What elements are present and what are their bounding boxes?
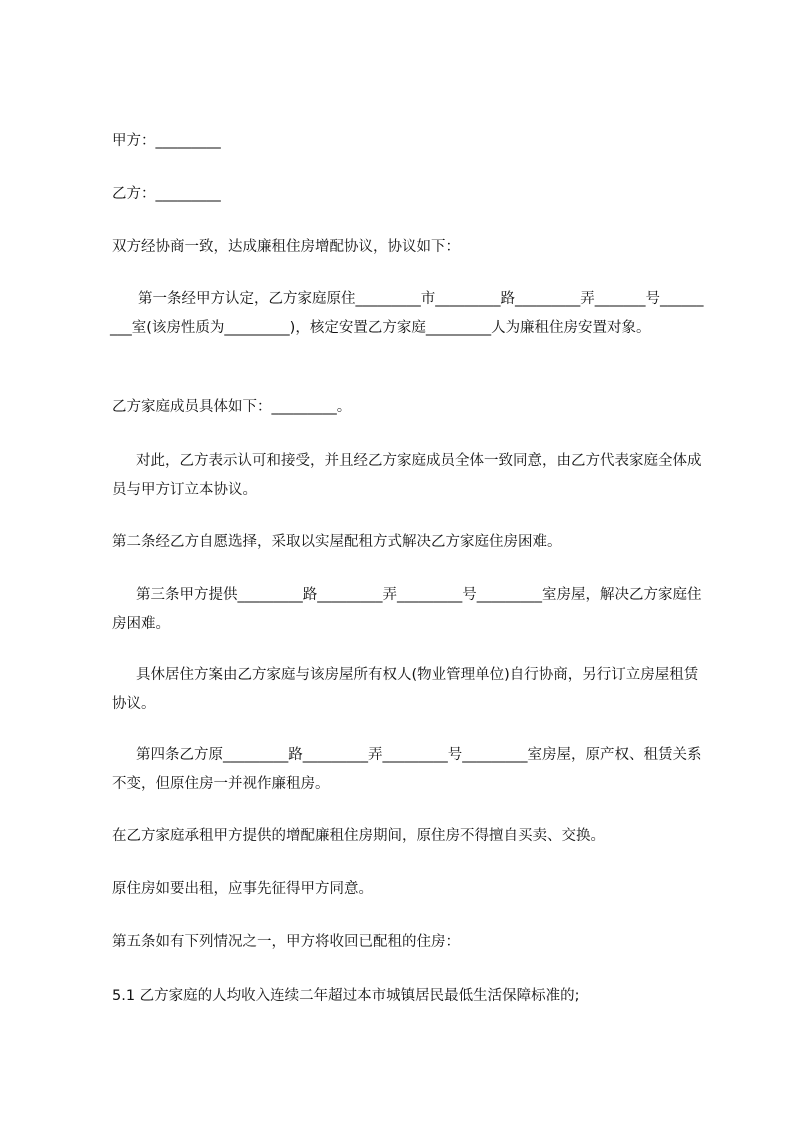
party-a-line: 甲方：_________: [112, 133, 221, 149]
article-5-paragraph: 第五条如有下列情况之一，甲方将收回已配租的住房：: [112, 934, 460, 950]
consent-paragraph: 对此，乙方表示认可和接受，并且经乙方家庭成员全体一致同意，由乙方代表家庭全体成员与甲方订立本协议。: [112, 453, 702, 498]
article-1-paragraph: 第一条经甲方认定，乙方家庭原住_________市_________路_________弄_______号_________室(该房性质为_________)，核定安置乙方家庭_________人为廉租住房安置对象。: [110, 291, 704, 336]
article-3-paragraph: 第三条甲方提供_________路_________弄_________号_________室房屋，解决乙方家庭住房困难。: [112, 587, 702, 632]
clause-5-1-paragraph: 5.1 乙方家庭的人均收入连续二年超过本市城镇居民最低生活保障标准的;: [112, 988, 580, 1004]
article-4-paragraph: 第四条乙方原_________路_________弄_________号_________室房屋，原产权、租赁关系不变，但原住房一并视作廉租房。: [112, 747, 702, 792]
intro-paragraph: 双方经协商一致，达成廉租住房增配协议，协议如下：: [112, 239, 460, 255]
housing-plan-paragraph: 具休居住方案由乙方家庭与该房屋所有权人(物业管理单位)自行协商，另行订立房屋租赁协议。: [112, 667, 699, 712]
family-members-paragraph: 乙方家庭成员具体如下：_________。: [112, 399, 352, 415]
no-sale-paragraph: 在乙方家庭承租甲方提供的增配廉租住房期间，原住房不得擅自买卖、交换。: [112, 828, 605, 844]
party-b-line: 乙方：_________: [112, 186, 221, 202]
rent-out-paragraph: 原住房如要出租，应事先征得甲方同意。: [112, 881, 373, 897]
article-2-paragraph: 第二条经乙方自愿选择，采取以实屋配租方式解决乙方家庭住房困难。: [112, 534, 562, 550]
